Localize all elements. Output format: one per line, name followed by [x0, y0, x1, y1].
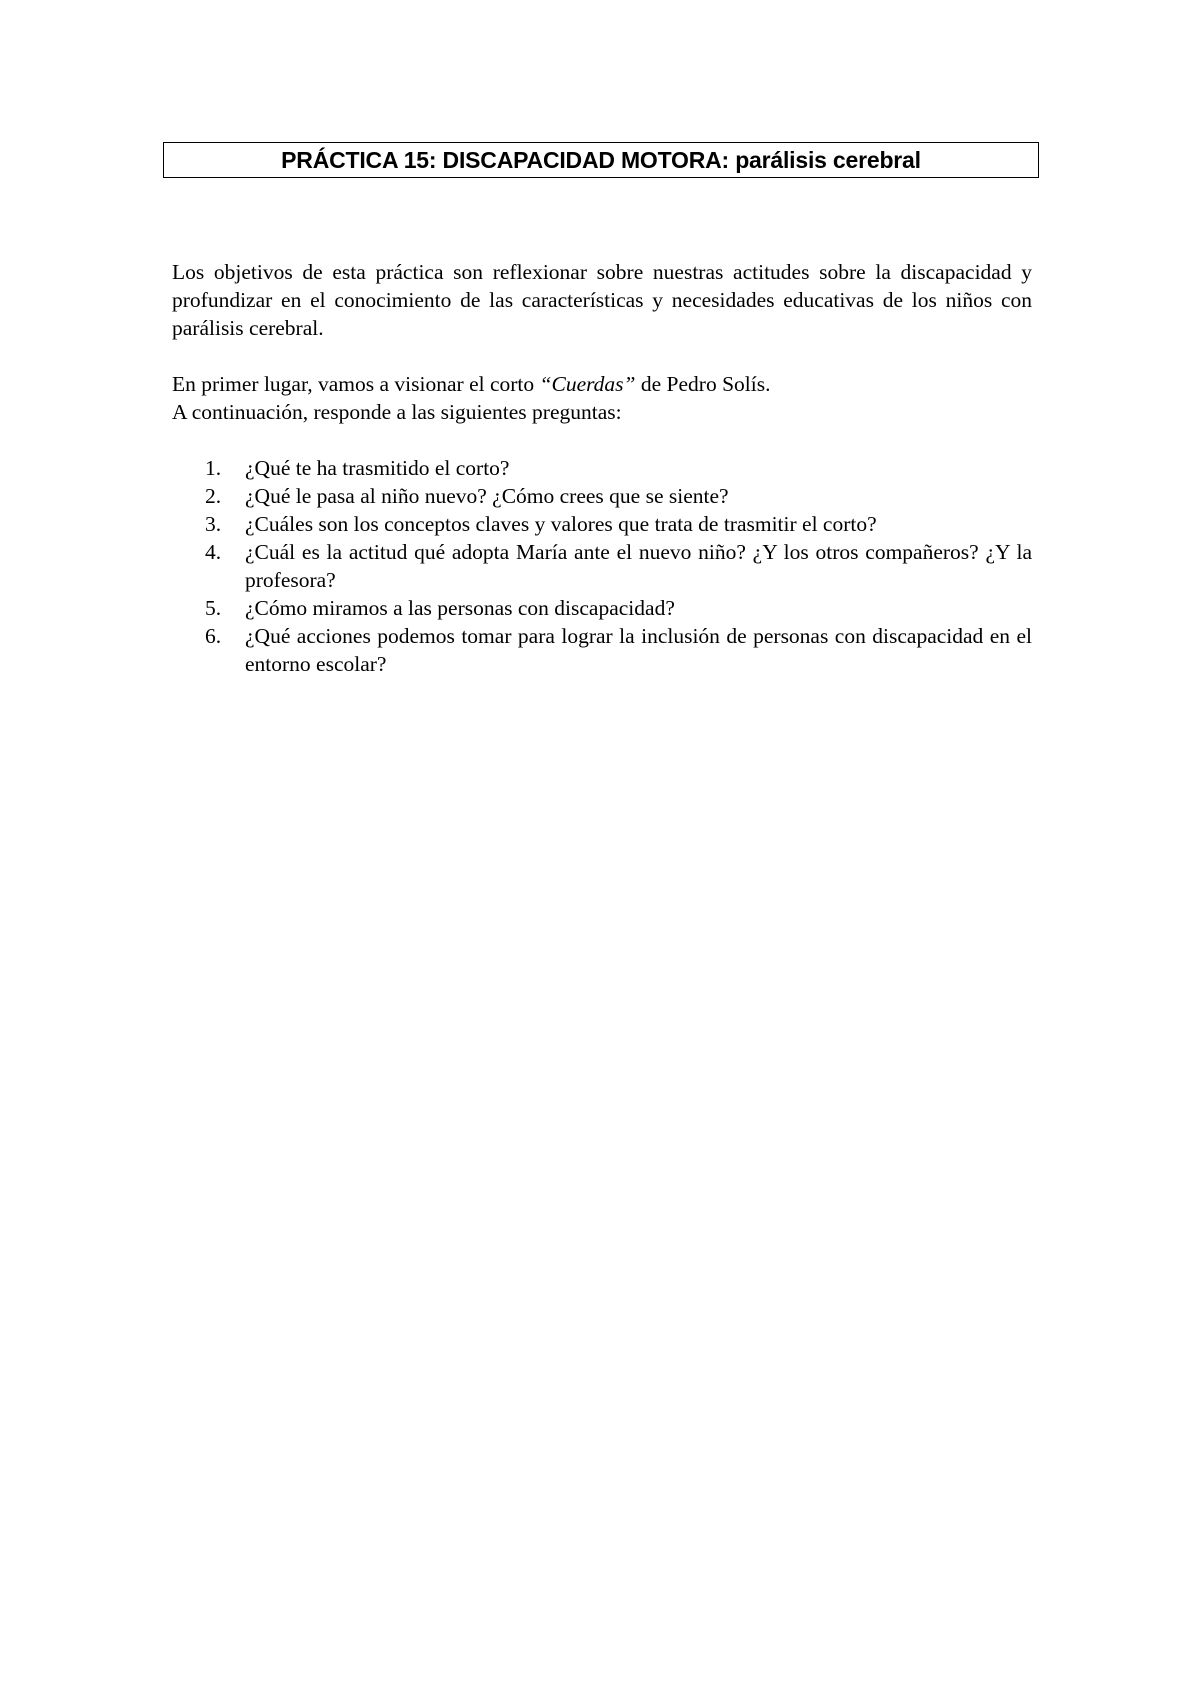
instructions-line-1 [172, 370, 1032, 398]
question-number: 2. [205, 484, 222, 508]
question-text: ¿Qué te ha trasmitido el corto? [245, 456, 510, 480]
question-number: 6. [205, 624, 222, 648]
question-text: ¿Cuáles son los conceptos claves y valores que trata de trasmitir el corto? [245, 512, 877, 536]
question-item-4 [172, 538, 1032, 594]
instructions-line-1-start: En primer lugar, vamos a visionar el corto [172, 372, 540, 396]
question-item-3 [172, 510, 1032, 538]
question-item-1 [172, 454, 1032, 482]
film-title: “Cuerdas” [539, 372, 636, 396]
question-text: ¿Cuál es la actitud qué adopta María ante el nuevo niño? ¿Y los otros compañeros? ¿Y la profesora? [245, 540, 1032, 592]
question-item-2 [172, 482, 1032, 510]
question-text: ¿Qué acciones podemos tomar para lograr la inclusión de personas con discapacidad en el entorno escolar? [245, 624, 1032, 676]
question-item-5 [172, 594, 1032, 622]
question-text: ¿Cómo miramos a las personas con discapacidad? [245, 596, 675, 620]
question-item-6 [172, 622, 1032, 678]
title-box [163, 142, 1039, 178]
intro-paragraph: Los objetivos de esta práctica son reflexionar sobre nuestras actitudes sobre la discapacidad y profundizar en el conocimiento de las características y necesidades educativas de los niños con parálisis cerebral. [172, 260, 1032, 340]
instructions-line-1-end: de Pedro Solís. [635, 372, 771, 396]
instructions-line-2: A continuación, responde a las siguientes preguntas: [172, 400, 622, 424]
questions-list [172, 454, 1032, 678]
question-number: 4. [205, 540, 222, 564]
question-number: 5. [205, 596, 222, 620]
instructions-paragraph [172, 370, 1032, 426]
question-number: 3. [205, 512, 222, 536]
question-text: ¿Qué le pasa al niño nuevo? ¿Cómo crees que se siente? [245, 484, 729, 508]
question-number: 1. [205, 456, 222, 480]
page-title: PRÁCTICA 15: DISCAPACIDAD MOTORA: parálisis cerebral [281, 146, 921, 173]
